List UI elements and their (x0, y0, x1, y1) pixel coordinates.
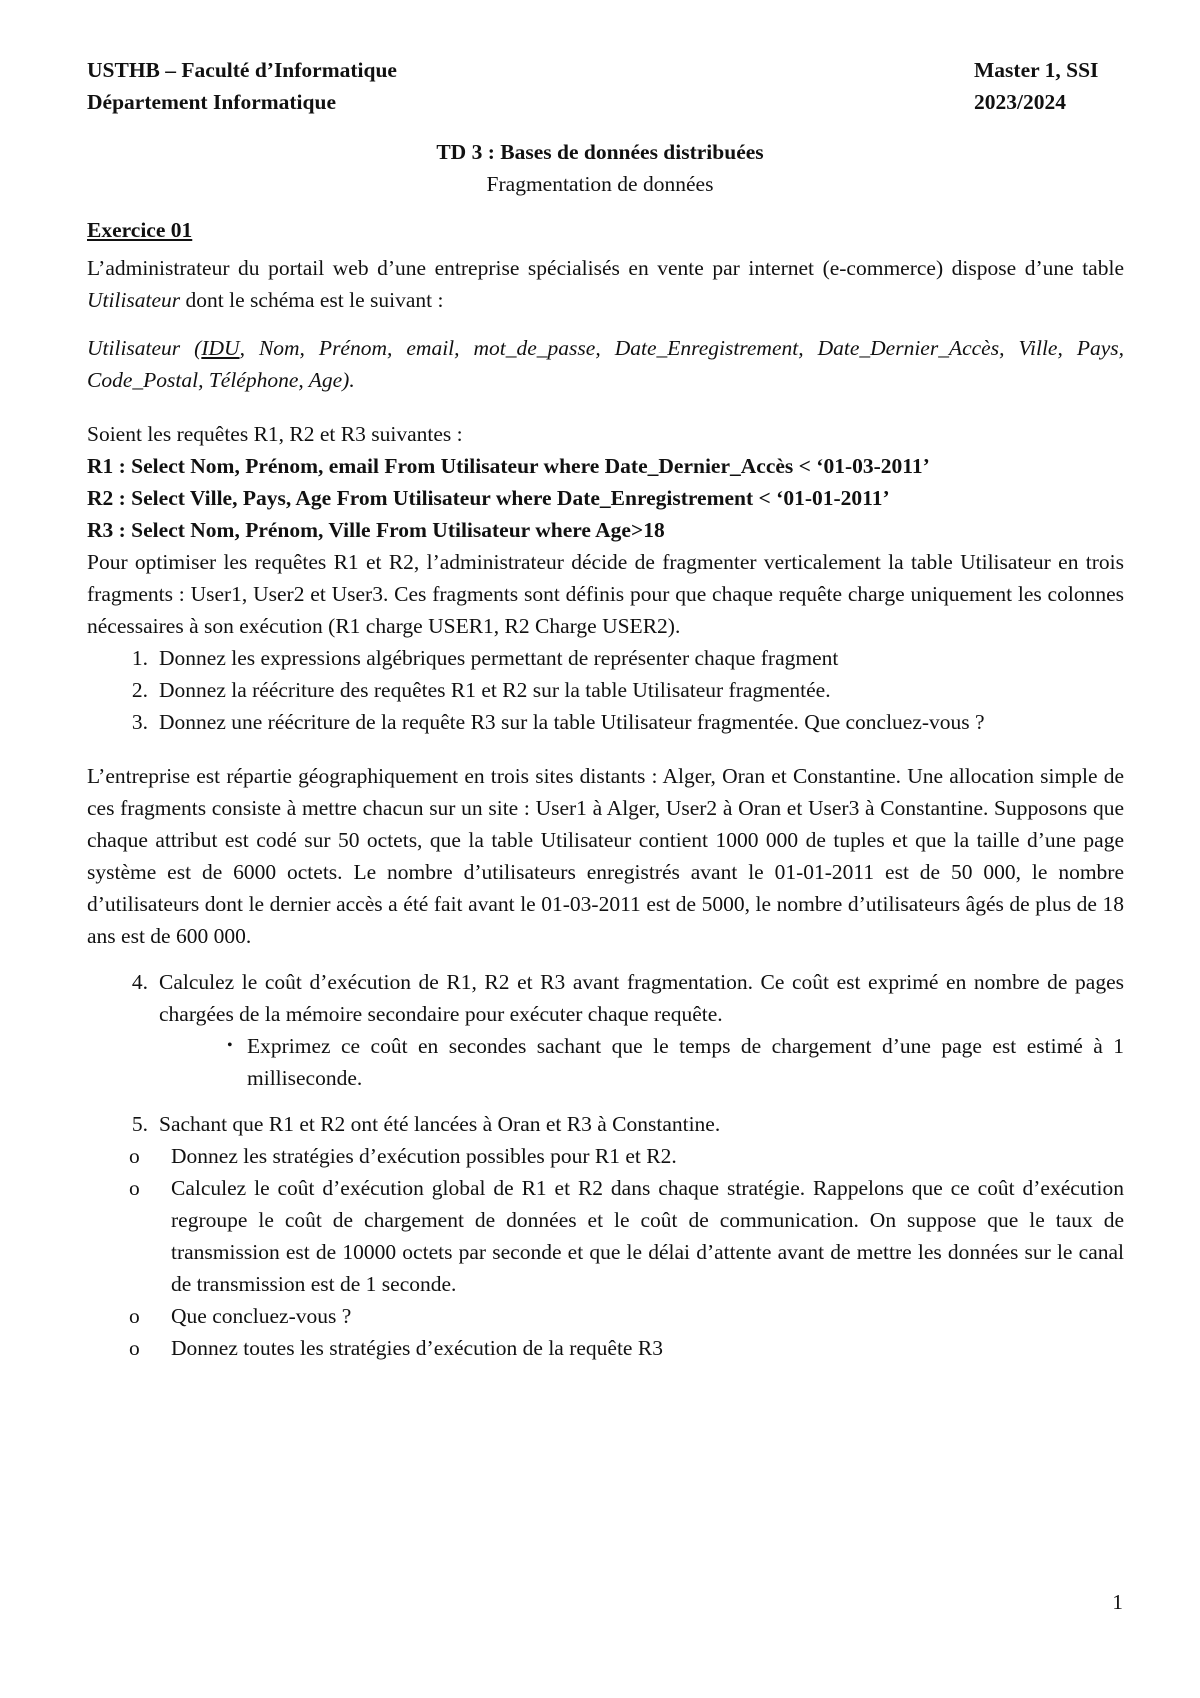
list-text: Donnez une réécriture de la requête R3 sur la table Utilisateur fragmentée. Que concluez-vous ? (159, 710, 985, 734)
bullet-icon: • (227, 1037, 233, 1054)
circle-bullet-icon: o (129, 1336, 140, 1360)
question-5 (87, 1108, 1124, 1140)
document-subtitle: Fragmentation de données (486, 172, 714, 196)
list-item (87, 1140, 1124, 1172)
list-number: 1. (131, 646, 148, 670)
bullet-text: Exprimez ce coût en secondes sachant que le temps de chargement d’une page est estimé à 1 milliseconde. (247, 1034, 1124, 1090)
list-text: Sachant que R1 et R2 ont été lancées à Oran et R3 à Constantine. (159, 1112, 721, 1136)
page-header (87, 54, 1124, 118)
list-number: 2. (131, 678, 148, 702)
question-4-bullet (87, 1030, 1124, 1094)
document-title: TD 3 : Bases de données distribuées (436, 140, 764, 164)
list-text: Donnez la réécriture des requêtes R1 et R2 sur la table Utilisateur fragmentée. (159, 678, 831, 702)
query-r3: R3 : Select Nom, Prénom, Ville From Utilisateur where Age>18 (87, 518, 665, 542)
list-number: 4. (131, 970, 148, 994)
query-r1: R1 : Select Nom, Prénom, email From Utilisateur where Date_Dernier_Accès < ‘01-03-2011’ (87, 454, 930, 478)
questions-list-a (87, 642, 1124, 738)
exercise-heading: Exercice 01 (87, 218, 193, 242)
queries-intro: Soient les requêtes R1, R2 et R3 suivantes : (87, 422, 463, 446)
header-right (974, 54, 1124, 118)
list-text: Que concluez-vous ? (171, 1304, 352, 1328)
relation-schema (87, 332, 1124, 396)
list-item (87, 1172, 1124, 1300)
list-number: 3. (131, 710, 148, 734)
intro-text-part2: dont le schéma est le suivant : (180, 288, 444, 312)
fragmentation-paragraph: Pour optimiser les requêtes R1 et R2, l’administrateur décide de fragmenter verticalement la table Utilisateur en trois fragments : User1, User2 et User3. Ces fragments sont définis pour que chaque requête charge uniquement les colonnes nécessaires à son exécution (R1 charge USER1, R2 Charge USER2). (87, 550, 1124, 638)
intro-paragraph (87, 252, 1124, 316)
list-item (87, 1300, 1124, 1332)
query-r2: R2 : Select Ville, Pays, Age From Utilisateur where Date_Enregistrement < ‘01-01-2011’ (87, 486, 890, 510)
list-item (87, 706, 1124, 738)
list-item (87, 674, 1124, 706)
list-text: Calculez le coût d’exécution de R1, R2 et R3 avant fragmentation. Ce coût est exprimé en nombre de pages chargées de la mémoire secondaire pour exécuter chaque requête. (159, 970, 1124, 1026)
circle-bullet-icon: o (129, 1144, 140, 1168)
list-item (87, 1332, 1124, 1364)
circle-bullet-icon: o (129, 1304, 140, 1328)
exercise-content (87, 214, 1124, 1364)
list-item (87, 642, 1124, 674)
list-text: Calculez le coût d’exécution global de R1 et R2 dans chaque stratégie. Rappelons que ce coût d’exécution regroupe le coût de chargement de données et le coût de communication. On suppose que le taux de transmission est de 10000 octets par seconde et que le délai d’attente avant de mettre les données sur le canal de transmission est de 1 seconde. (171, 1176, 1124, 1296)
university-faculty: USTHB – Faculté d’Informatique (87, 58, 397, 82)
list-text: Donnez les expressions algébriques permettant de représenter chaque fragment (159, 646, 839, 670)
list-text: Donnez toutes les stratégies d’exécution de la requête R3 (171, 1336, 663, 1360)
list-number: 5. (131, 1112, 148, 1136)
intro-table-name: Utilisateur (87, 288, 181, 312)
page-number: 1 (1112, 1590, 1123, 1614)
header-left (87, 54, 397, 118)
department: Département Informatique (87, 90, 336, 114)
question-4 (87, 966, 1124, 1030)
list-text: Donnez les stratégies d’exécution possibles pour R1 et R2. (171, 1144, 677, 1168)
schema-primary-key: IDU (201, 336, 240, 360)
schema-attributes: , Nom, Prénom, email, mot_de_passe, Date_Enregistrement, Date_Dernier_Accès, Ville, Pays, Code_Postal, Téléphone, Age). (87, 336, 1124, 392)
intro-text-part1: L’administrateur du portail web d’une entreprise spécialisés en vente par internet (e-commerce) dispose d’une table (87, 256, 1124, 280)
allocation-paragraph: L’entreprise est répartie géographiquement en trois sites distants : Alger, Oran et Constantine. Une allocation simple de ces fragments consiste à mettre chacun sur un site : User1 à Alger, User2 à Oran et User3 à Constantine. Supposons que chaque attribut est codé sur 50 octets, que la table Utilisateur contient 1000 000 de tuples et que la taille d’une page système est de 6000 octets. Le nombre d’utilisateurs enregistrés avant le 01-01-2011 est de 50 000, le nombre d’utilisateurs dont le dernier accès a été fait avant le 01-03-2011 est de 5000, le nombre d’utilisateurs âgés de plus de 18 ans est de 600 000. (87, 764, 1124, 948)
title-block (0, 136, 1200, 200)
program-level: Master 1, SSI (974, 58, 1099, 82)
schema-prefix: Utilisateur ( (87, 336, 202, 360)
circle-bullet-icon: o (129, 1176, 140, 1200)
academic-year: 2023/2024 (974, 90, 1066, 114)
